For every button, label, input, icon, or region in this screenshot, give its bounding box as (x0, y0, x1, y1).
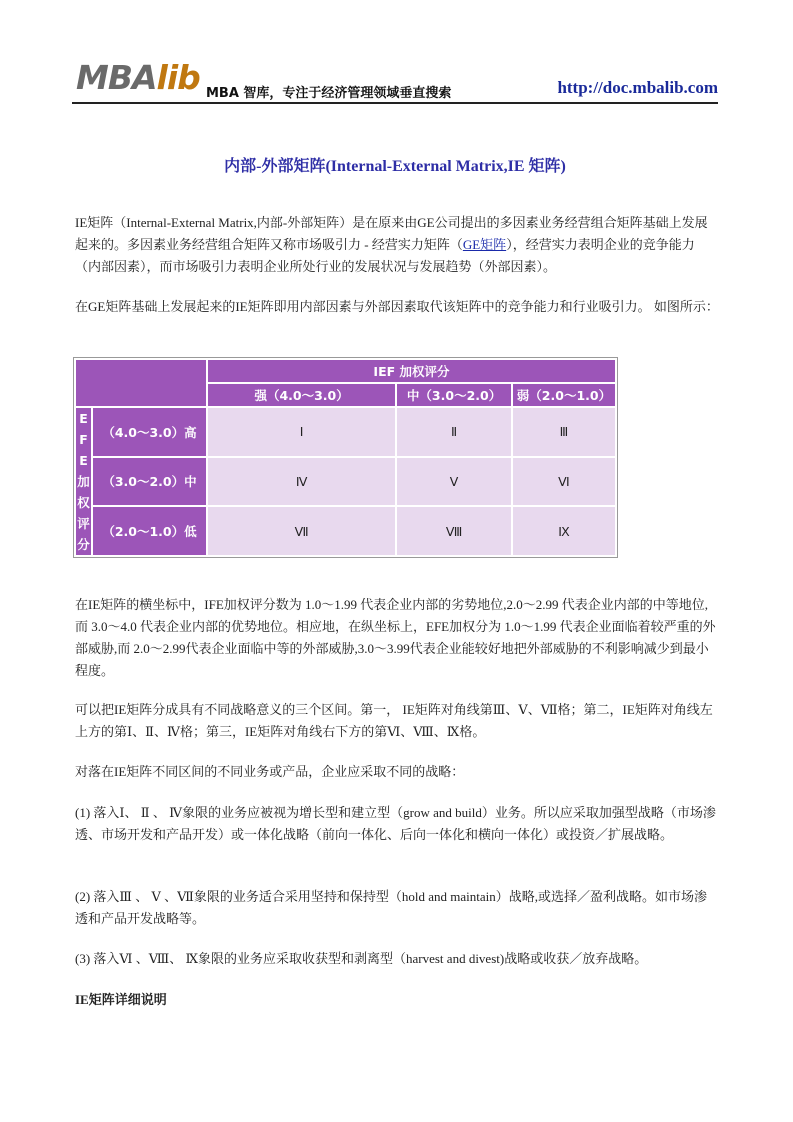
efe-char: F (79, 432, 88, 447)
logo-lib-text: lib (156, 58, 200, 97)
row-label-medium: （3.0～2.0）中 (93, 458, 206, 506)
column-header-weak: 弱（2.0～1.0） (513, 384, 615, 406)
matrix-cell: Ⅸ (513, 507, 615, 555)
table-corner-cell (76, 360, 206, 406)
efe-char: 加 (77, 474, 90, 489)
row-label-high: （4.0～3.0）高 (93, 408, 206, 456)
efe-char: E (79, 411, 88, 426)
matrix-cell: Ⅴ (397, 458, 511, 506)
logo-mba-text: MBA (76, 58, 157, 97)
mbalib-logo[interactable] (76, 58, 200, 98)
ge-matrix-link[interactable]: GE矩阵 (462, 237, 507, 252)
subheading-text: IE矩阵详细说明 (75, 992, 167, 1007)
matrix-cell: Ⅲ (513, 408, 615, 456)
matrix-cell: Ⅵ (513, 458, 615, 506)
header-tagline: MBA 智库，专注于经济管理领域垂直搜索 (206, 86, 452, 101)
efe-char: 分 (77, 537, 90, 552)
intro-paragraph (75, 212, 719, 278)
axis-explanation-paragraph: 在IE矩阵的横坐标中，IFE加权评分数为 1.0～1.99 代表企业内部的劣势地位,2.0～2.99 代表企业内部的中等地位,而 3.0～4.0 代表企业内部的优势地位。相应地，在纵坐标上，EFE加权分为 1.0～1.99 代表企业面临着较严重的外部威胁,而 2.0～2.99代表企业面临中等的外部威胁,3.0～3.99代表企业能较好地把外部威胁的不利影响减少到最小程度。 (75, 597, 716, 678)
strategy-intro-paragraph: 对落在IE矩阵不同区间的不同业务或产品，企业应采取不同的战略： (75, 764, 465, 779)
site-url-link[interactable]: http://doc.mbalib.com (557, 78, 718, 97)
intro-text-a: IE矩阵（Internal-External Matrix,内部-外部矩阵）是在原来由GE公司提出的多因素业务经营组合矩阵基础上发展起来的。多因素业务经营组合矩阵又称市场吸引力 - 经营实力矩阵（ (75, 215, 708, 252)
ie-matrix-table (73, 357, 618, 558)
strategy-item-2: (2) 落入Ⅲ 、 Ⅴ 、Ⅶ象限的业务适合采用坚持和保持型（hold and maintain）战略,或选择／盈利战略。如市场渗透和产品开发战略等。 (75, 889, 707, 926)
figure-intro-paragraph: 在GE矩阵基础上发展起来的IE矩阵即用内部因素与外部因素取代该矩阵中的竞争能力和行业吸引力。 如图所示： (75, 299, 719, 314)
matrix-cell: Ⅱ (397, 408, 511, 456)
efe-char: E (79, 453, 88, 468)
efe-row-header (76, 408, 91, 555)
ief-header: IEF 加权评分 (208, 360, 615, 382)
efe-char: 评 (77, 516, 90, 531)
matrix-cell: Ⅶ (208, 507, 395, 555)
efe-char: 权 (77, 495, 90, 510)
page-header (72, 56, 718, 104)
matrix-cell: Ⅰ (208, 408, 395, 456)
strategy-item-1: (1) 落入Ⅰ、 Ⅱ 、 Ⅳ象限的业务应被视为增长型和建立型（grow and build）业务。所以应采取加强型战略（市场渗透、市场开发和产品开发）或一体化战略（前向一体化、后向一体化和横向一体化）或投资／扩展战略。 (75, 805, 716, 842)
strategy-item-3: (3) 落入Ⅵ 、Ⅷ、 Ⅸ象限的业务应采取收获型和剥离型（harvest and divest)战略或收获／放弃战略。 (75, 951, 648, 966)
matrix-cell: Ⅳ (208, 458, 395, 506)
row-label-low: （2.0～1.0）低 (93, 507, 206, 555)
column-header-strong: 强（4.0～3.0） (208, 384, 395, 406)
column-header-medium: 中（3.0～2.0） (397, 384, 511, 406)
intro-text-b: ），经营实力表明企业的竞争能力（内部因素），而市场吸引力表明企业所处行业的发展状况与发展趋势（外部因素）。 (75, 237, 695, 274)
matrix-cell: Ⅷ (397, 507, 511, 555)
document-title: 内部-外部矩阵(Internal-External Matrix,IE 矩阵) (224, 158, 566, 175)
section-subheading (75, 989, 719, 1011)
zones-paragraph: 可以把IE矩阵分成具有不同战略意义的三个区间。第一， IE矩阵对角线第Ⅲ、Ⅴ、Ⅶ格；第二，IE矩阵对角线左上方的第Ⅰ、Ⅱ、Ⅳ格；第三，IE矩阵对角线右下方的第Ⅵ、Ⅷ、Ⅸ格。 (75, 702, 713, 739)
